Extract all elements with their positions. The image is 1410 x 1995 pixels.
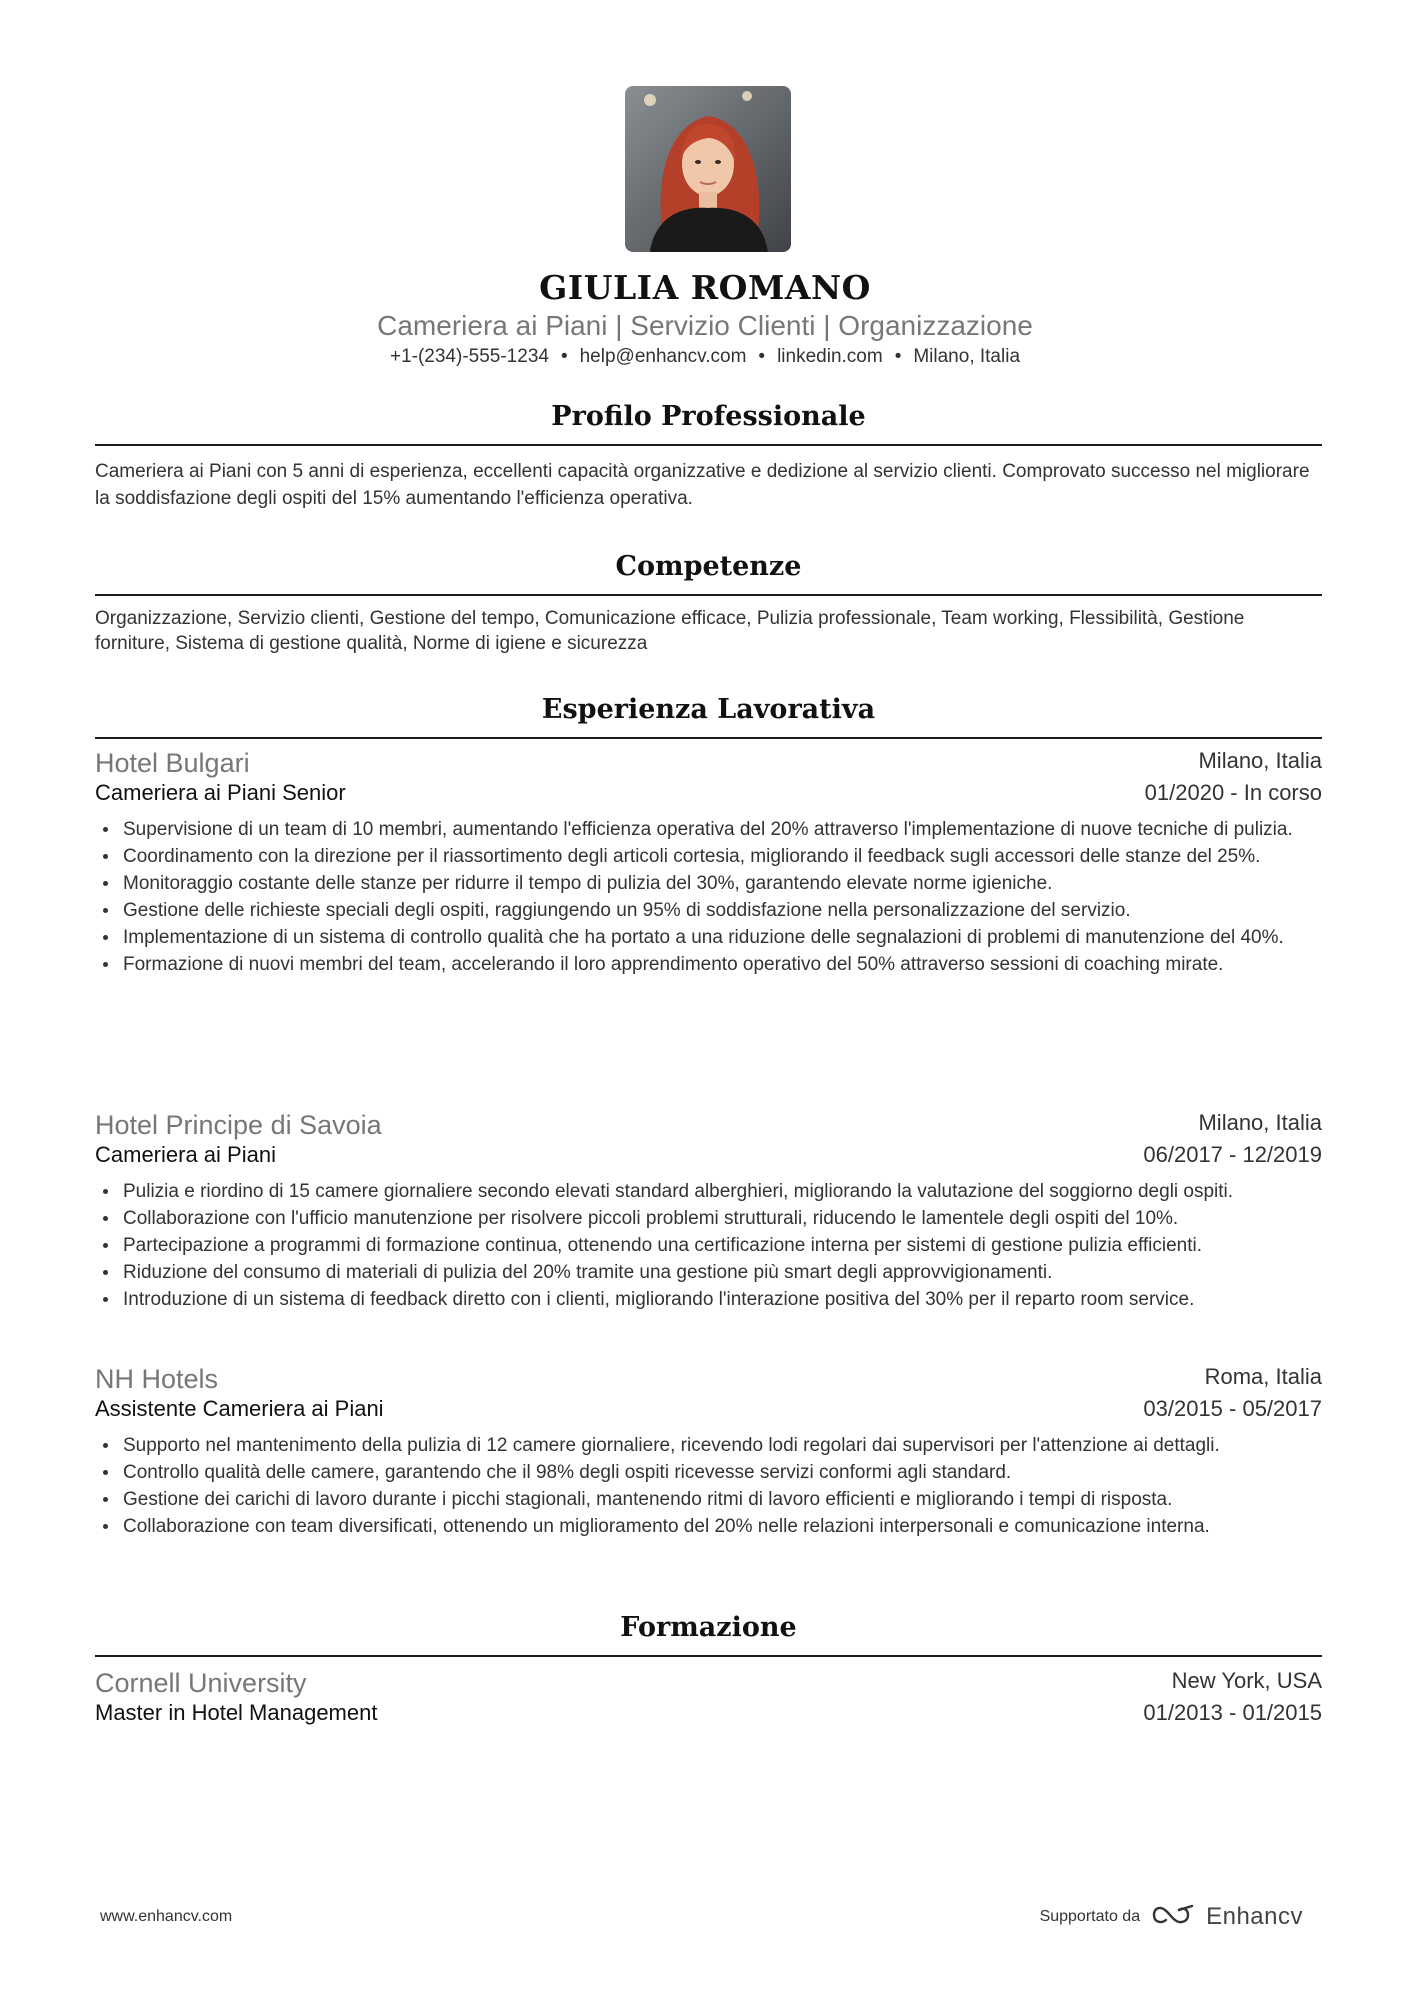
section-divider — [95, 594, 1322, 596]
section-divider — [95, 444, 1322, 446]
bullet: Coordinamento con la direzione per il riassortimento degli articoli cortesia, migliorando il feedback sugli accessori delle stanze del 25%. — [95, 843, 1322, 870]
education-header — [95, 1668, 1322, 1700]
job-dates: 06/2017 - 12/2019 — [1143, 1142, 1322, 1167]
job-dates: 01/2020 - In corso — [1144, 780, 1322, 805]
job-header — [95, 1364, 1322, 1396]
section-title-skills: Competenze — [615, 551, 802, 582]
footer-brand — [1040, 1900, 1303, 1934]
section-title-profile: Profilo Professionale — [551, 401, 866, 432]
phone: +1-(234)-555-1234 — [389, 346, 549, 367]
company-name: Hotel Bulgari — [95, 748, 250, 778]
separator-dot: • — [894, 346, 902, 367]
job-location: Roma, Italia — [1204, 1364, 1322, 1389]
bullet: Gestione delle richieste speciali degli ospiti, raggiungendo un 95% di soddisfazione nella personalizzazione del servizio. — [95, 897, 1322, 924]
company-name: Hotel Principe di Savoia — [95, 1110, 382, 1140]
job-bullets — [95, 816, 1322, 978]
bullet: Controllo qualità delle camere, garantendo che il 98% degli ospiti ricevesse servizi conformi agli standard. — [95, 1459, 1322, 1486]
job-title: Cameriera ai Piani — [95, 1142, 276, 1167]
section-divider — [95, 1655, 1322, 1657]
separator-dot: • — [758, 346, 766, 367]
bullet: Introduzione di un sistema di feedback diretto con i clienti, migliorando l'interazione positiva del 30% per il reparto room service. — [95, 1286, 1322, 1313]
candidate-name: GIULIA ROMANO — [539, 268, 871, 307]
bullet: Riduzione del consumo di materiali di pulizia del 20% tramite una gestione più smart degli approvvigionamenti. — [95, 1259, 1322, 1286]
job-entry — [95, 1110, 1322, 1313]
school-location: New York, USA — [1171, 1668, 1322, 1693]
location: Milano, Italia — [913, 346, 1021, 367]
bullet: Pulizia e riordino di 15 camere giornaliere secondo elevati standard alberghieri, migliorando la valutazione del soggiorno degli ospiti. — [95, 1178, 1322, 1205]
education-dates: 01/2013 - 01/2015 — [1143, 1700, 1322, 1725]
job-bullets — [95, 1178, 1322, 1313]
bullet: Supervisione di un team di 10 membri, aumentando l'efficienza operativa del 20% attraverso l'implementazione di nuove tecniche di pulizia. — [95, 816, 1322, 843]
job-title: Cameriera ai Piani Senior — [95, 780, 346, 805]
powered-by-label: Supportato da — [1039, 1908, 1141, 1925]
email: help@enhancv.com — [579, 346, 747, 367]
section-title-education: Formazione — [620, 1612, 797, 1643]
section-divider — [95, 737, 1322, 739]
brand-name: Enhancv — [1206, 1903, 1303, 1930]
bullet: Monitoraggio costante delle stanze per ridurre il tempo di pulizia del 30%, garantendo elevate norme igieniche. — [95, 870, 1322, 897]
job-bullets — [95, 1432, 1322, 1540]
job-subheader — [95, 1396, 1322, 1428]
job-entry — [95, 748, 1322, 978]
job-dates: 03/2015 - 05/2017 — [1143, 1396, 1322, 1421]
headline: Cameriera ai Piani | Servizio Clienti | Organizzazione — [377, 310, 1033, 341]
contact-line — [0, 346, 1410, 368]
bullet: Partecipazione a programmi di formazione continua, ottenendo una certificazione interna per sistemi di gestione pulizia efficienti. — [95, 1232, 1322, 1259]
company-name: NH Hotels — [95, 1364, 219, 1394]
bullet: Collaborazione con l'ufficio manutenzione per risolvere piccoli problemi strutturali, riducendo le lamentele degli ospiti del 10%. — [95, 1205, 1322, 1232]
education-subheader — [95, 1700, 1322, 1732]
bullet: Gestione dei carichi di lavoro durante i picchi stagionali, mantenendo ritmi di lavoro efficienti e migliorando i tempi di risposta. — [95, 1486, 1322, 1513]
separator-dot: • — [560, 346, 568, 367]
profile-summary: Cameriera ai Piani con 5 anni di esperienza, eccellenti capacità organizzative e dedizione al servizio clienti. Comprovato successo nel migliorare la soddisfazione degli ospiti del 15% aumentando l'efficienza operativa. — [95, 461, 1310, 509]
skills-list: Organizzazione, Servizio clienti, Gestione del tempo, Comunicazione efficace, Pulizia professionale, Team working, Flessibilità, Gestione forniture, Sistema di gestione qualità, Norme di igiene e sicurezza — [95, 608, 1245, 654]
profile-photo — [625, 86, 791, 252]
linkedin: linkedin.com — [777, 346, 883, 367]
bullet: Collaborazione con team diversificati, ottenendo un miglioramento del 20% nelle relazioni interpersonali e comunicazione interna. — [95, 1513, 1322, 1540]
job-subheader — [95, 1142, 1322, 1174]
bullet: Formazione di nuovi membri del team, accelerando il loro apprendimento operativo del 50% attraverso sessioni di coaching mirate. — [95, 951, 1322, 978]
job-location: Milano, Italia — [1198, 1110, 1322, 1135]
degree: Master in Hotel Management — [95, 1700, 378, 1725]
enhancv-logo-icon — [1150, 1902, 1196, 1933]
job-title: Assistente Cameriera ai Piani — [95, 1396, 384, 1421]
bullet: Supporto nel mantenimento della pulizia di 12 camere giornaliere, ricevendo lodi regolari dai supervisori per l'attenzione ai dettagli. — [95, 1432, 1322, 1459]
bullet: Implementazione di un sistema di controllo qualità che ha portato a una riduzione delle segnalazioni di problemi di manutenzione del 40%. — [95, 924, 1322, 951]
education-entry — [95, 1668, 1322, 1732]
job-header — [95, 748, 1322, 780]
job-subheader — [95, 780, 1322, 812]
school-name: Cornell University — [95, 1668, 307, 1698]
job-header — [95, 1110, 1322, 1142]
job-entry — [95, 1364, 1322, 1540]
section-title-experience: Esperienza Lavorativa — [541, 694, 876, 725]
job-location: Milano, Italia — [1198, 748, 1322, 773]
footer-website-link[interactable]: www.enhancv.com — [100, 1908, 233, 1925]
